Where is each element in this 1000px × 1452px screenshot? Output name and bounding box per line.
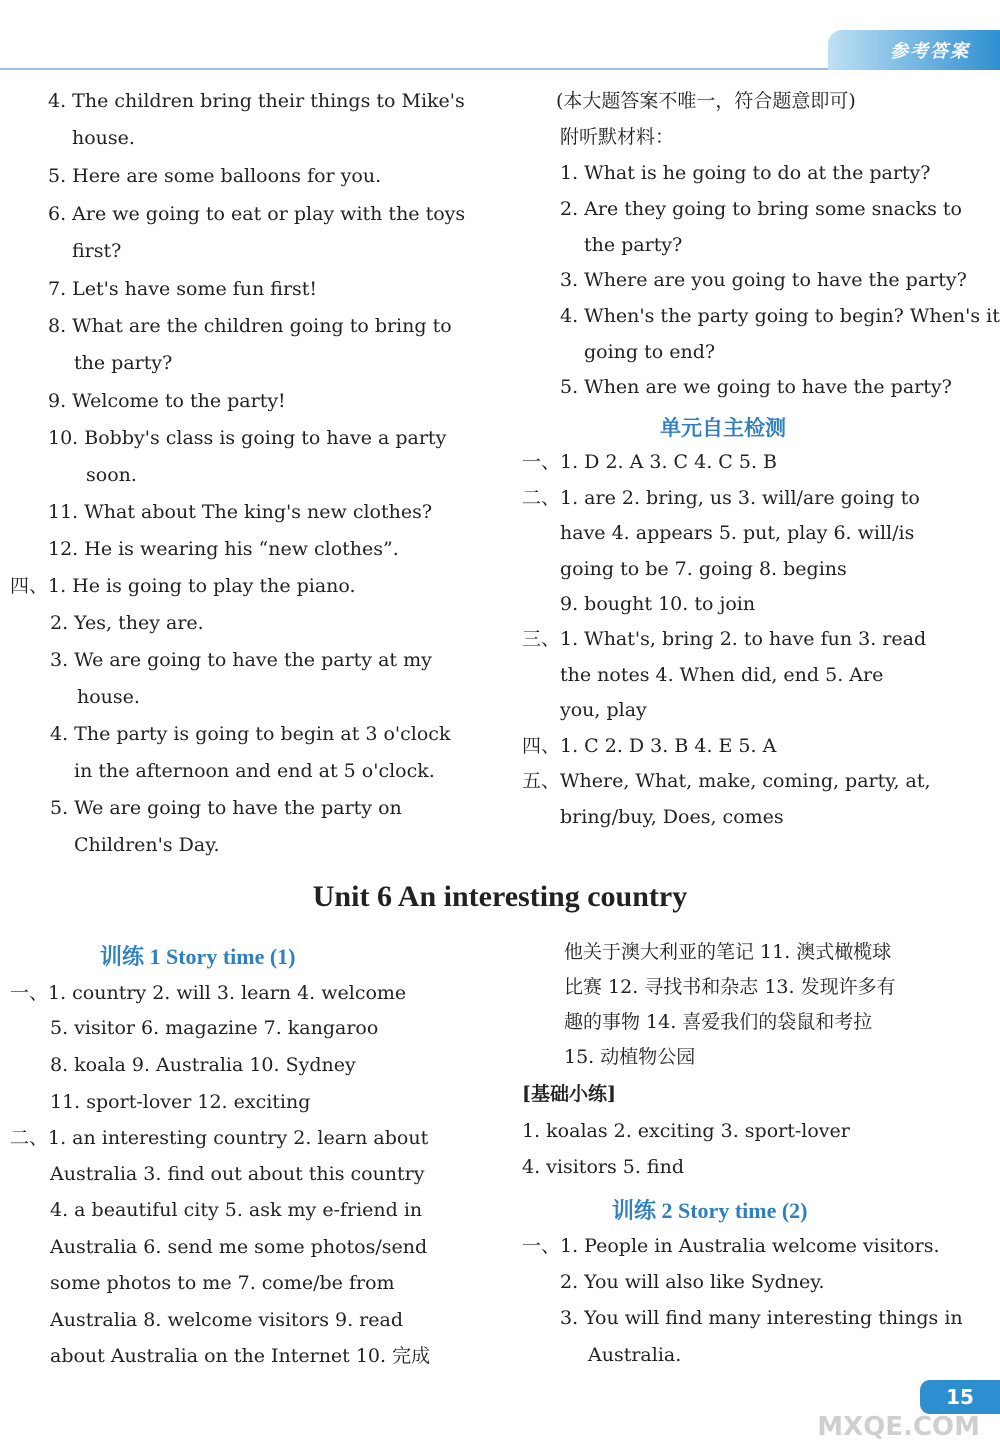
text-line: Australia 6. send me some photos/send xyxy=(50,1236,428,1258)
text-line: 6. Are we going to eat or play with the toys xyxy=(48,203,466,225)
text-line: 趣的事物 14. 喜爱我们的袋鼠和考拉 xyxy=(564,1011,873,1033)
text-line: 二、1. are 2. bring, us 3. will/are going to xyxy=(522,487,920,509)
text-line: in the afternoon and end at 5 o'clock. xyxy=(74,760,435,782)
text-line: 二、1. an interesting country 2. learn about xyxy=(10,1127,429,1149)
text-line: 8. koala 9. Australia 10. Sydney xyxy=(50,1054,356,1076)
text-line: 4. When's the party going to begin? When's it xyxy=(560,305,1000,327)
text-line: 1. What is he going to do at the party? xyxy=(560,162,931,184)
text-line: 4. The children bring their things to Mike's xyxy=(48,90,465,112)
text-line: 四、1. C 2. D 3. B 4. E 5. A xyxy=(522,735,777,757)
text-line: 5. We are going to have the party on xyxy=(50,797,402,819)
text-line: Australia. xyxy=(588,1344,682,1366)
text-line: going to be 7. going 8. begins xyxy=(560,558,847,580)
text-line: 9. bought 10. to join xyxy=(560,593,756,615)
text-line: going to end? xyxy=(584,341,716,363)
text-line: soon. xyxy=(86,464,137,486)
text-line: 5. When are we going to have the party? xyxy=(560,376,952,398)
text-line: 2. Yes, they are. xyxy=(50,612,204,634)
text-line: some photos to me 7. come/be from xyxy=(50,1272,395,1294)
text-line: 附听默材料： xyxy=(560,126,675,148)
text-line: 比赛 12. 寻找书和杂志 13. 发现许多有 xyxy=(564,976,896,998)
text-line: 15. 动植物公园 xyxy=(564,1046,696,1068)
text-line: 7. Let's have some fun first! xyxy=(48,278,318,300)
text-line: about Australia on the Internet 10. 完成 xyxy=(50,1345,431,1367)
text-line: first? xyxy=(72,240,122,262)
unit-title: Unit 6 An interesting country xyxy=(312,880,688,913)
training1-heading: 训练 1 Story time (1) xyxy=(100,944,296,969)
page-number: 15 xyxy=(920,1380,1000,1414)
text-line: the party? xyxy=(584,234,683,256)
unit-test-heading: 单元自主检测 xyxy=(660,416,786,440)
text-line: 3. Where are you going to have the party? xyxy=(560,269,967,291)
text-line: have 4. appears 5. put, play 6. will/is xyxy=(560,522,915,544)
text-line: 3. You will find many interesting things in xyxy=(560,1307,963,1329)
text-line: the notes 4. When did, end 5. Are xyxy=(560,664,884,686)
text-line: Australia 3. find out about this country xyxy=(50,1163,425,1185)
text-line: (本大题答案不唯一，符合题意即可) xyxy=(556,90,856,112)
text-line: 5. visitor 6. magazine 7. kangaroo xyxy=(50,1017,379,1039)
text-line: Children's Day. xyxy=(74,834,220,856)
text-line: 4. The party is going to begin at 3 o'clock xyxy=(50,723,451,745)
text-line: 4. a beautiful city 5. ask my e-friend in xyxy=(50,1199,423,1221)
watermark: MXQE.COM xyxy=(817,1412,980,1442)
header-tab-label: 参考答案 xyxy=(890,41,970,62)
text-line: Australia 8. welcome visitors 9. read xyxy=(50,1309,403,1331)
text-line: house. xyxy=(77,686,140,708)
training2-heading: 训练 2 Story time (2) xyxy=(612,1198,808,1223)
text-line: 他关于澳大利亚的笔记 11. 澳式橄榄球 xyxy=(564,941,892,963)
text-line: 4. visitors 5. find xyxy=(522,1156,684,1178)
text-line: 四、1. He is going to play the piano. xyxy=(10,575,356,597)
text-line: the party? xyxy=(74,352,173,374)
text-line: 11. sport-lover 12. exciting xyxy=(50,1091,311,1113)
text-line: 1. koalas 2. exciting 3. sport-lover xyxy=(522,1120,850,1142)
text-line: 3. We are going to have the party at my xyxy=(50,649,432,671)
text-line: 5. Here are some balloons for you. xyxy=(48,165,382,187)
text-line: 一、1. D 2. A 3. C 4. C 5. B xyxy=(522,451,777,473)
text-line: you, play xyxy=(560,699,647,721)
text-line: bring/buy, Does, comes xyxy=(560,806,784,828)
text-line: 12. He is wearing his “new clothes”. xyxy=(48,538,399,560)
text-line: 11. What about The king's new clothes? xyxy=(48,501,433,523)
text-line: 9. Welcome to the party! xyxy=(48,390,286,412)
text-line: 五、Where, What, make, coming, party, at, xyxy=(522,770,931,792)
text-line: 三、1. What's, bring 2. to have fun 3. read xyxy=(522,628,927,650)
text-line: 2. Are they going to bring some snacks to xyxy=(560,198,962,220)
text-line: 一、1. People in Australia welcome visitors. xyxy=(522,1235,940,1257)
text-line: 10. Bobby's class is going to have a party xyxy=(48,427,447,449)
text-line: house. xyxy=(72,127,135,149)
text-line: 一、1. country 2. will 3. learn 4. welcome xyxy=(10,982,407,1004)
header-tab xyxy=(828,30,1000,70)
text-line: 8. What are the children going to bring to xyxy=(48,315,452,337)
basic-practice-heading: [基础小练] xyxy=(522,1083,616,1105)
text-line: 2. You will also like Sydney. xyxy=(560,1271,825,1293)
